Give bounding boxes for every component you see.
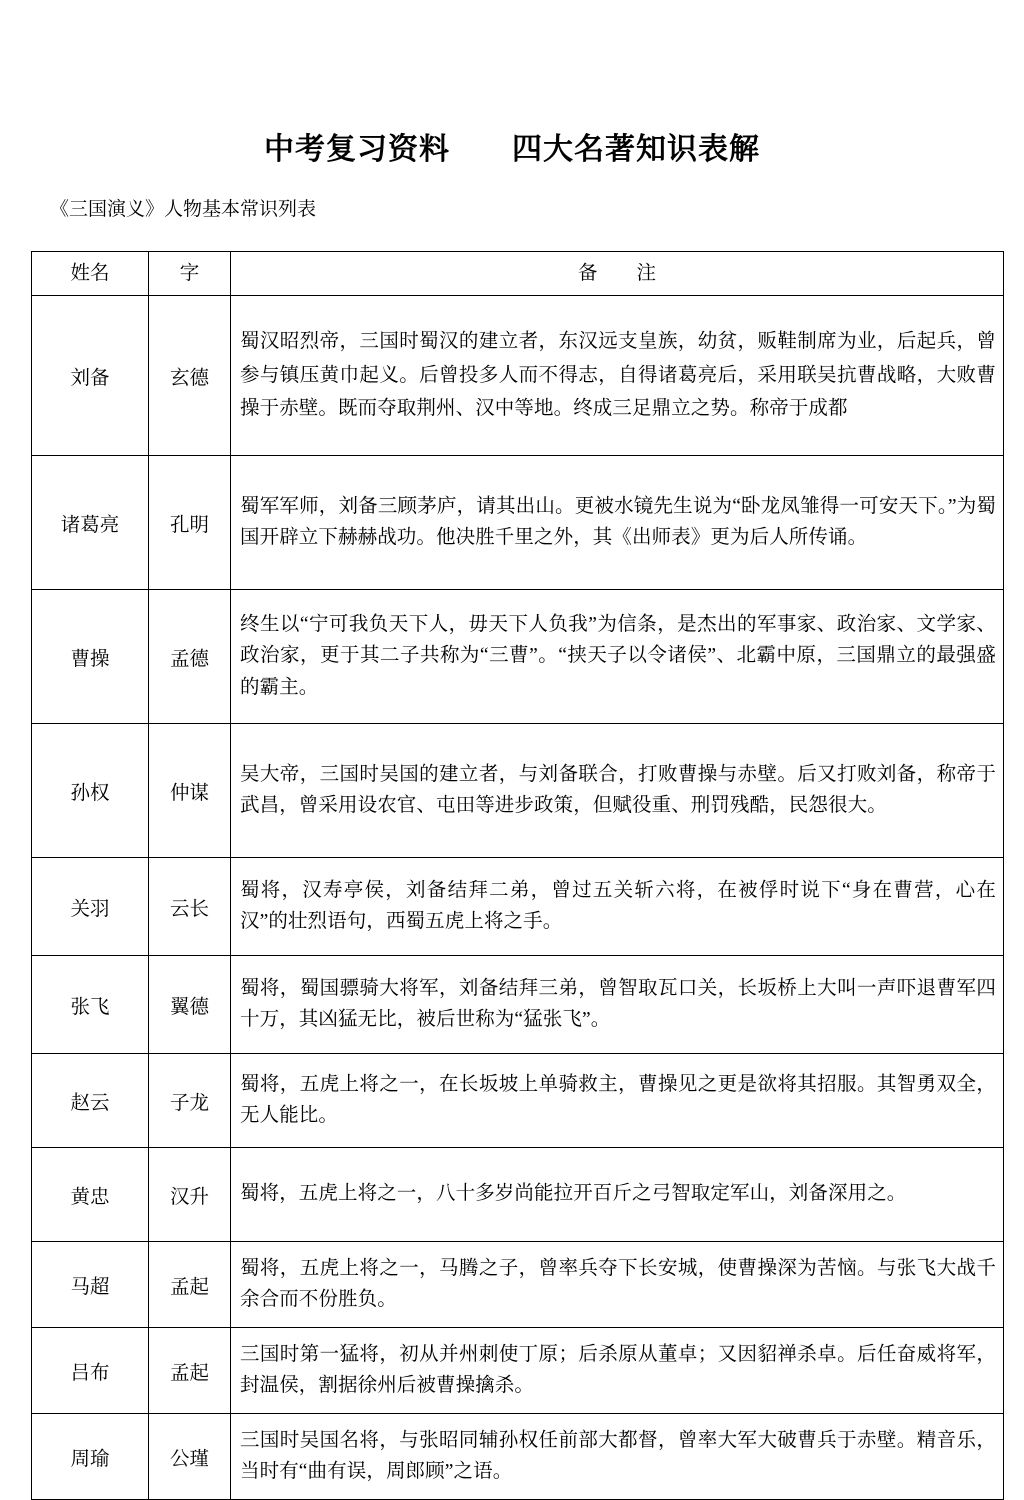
table-row bbox=[32, 1414, 1004, 1500]
table-header-row bbox=[32, 252, 1004, 296]
column-header-note: 备 注 bbox=[231, 252, 1004, 296]
cell-zi: 公瑾 bbox=[149, 1414, 231, 1500]
table-row bbox=[32, 1148, 1004, 1242]
column-header-zi: 字 bbox=[149, 252, 231, 296]
table-row bbox=[32, 456, 1004, 590]
cell-name: 曹操 bbox=[32, 590, 149, 724]
table-row bbox=[32, 858, 1004, 956]
cell-zi: 孟起 bbox=[149, 1242, 231, 1328]
column-header-name: 姓名 bbox=[32, 252, 149, 296]
cell-name: 周瑜 bbox=[32, 1414, 149, 1500]
cell-note: 三国时吴国名将，与张昭同辅孙权任前部大都督，曾率大军大破曹兵于赤壁。精音乐，当时有“曲有误，周郎顾”之语。 bbox=[231, 1414, 1004, 1500]
cell-name: 关羽 bbox=[32, 858, 149, 956]
cell-note: 蜀汉昭烈帝，三国时蜀汉的建立者，东汉远支皇族，幼贫，贩鞋制席为业，后起兵，曾参与镇压黄巾起义。后曾投多人而不得志，自得诸葛亮后，采用联吴抗曹战略，大败曹操于赤壁。既而夺取荆州、汉中等地。终成三足鼎立之势。称帝于成都 bbox=[231, 296, 1004, 456]
cell-name: 马超 bbox=[32, 1242, 149, 1328]
table-row bbox=[32, 1242, 1004, 1328]
table-row bbox=[32, 296, 1004, 456]
character-knowledge-table bbox=[31, 251, 1004, 1500]
cell-name: 孙权 bbox=[32, 724, 149, 858]
cell-name: 刘备 bbox=[32, 296, 149, 456]
cell-zi: 子龙 bbox=[149, 1054, 231, 1148]
table-row bbox=[32, 590, 1004, 724]
table-container bbox=[0, 222, 1024, 1500]
cell-zi: 仲谋 bbox=[149, 724, 231, 858]
cell-note: 蜀军军师，刘备三顾茅庐，请其出山。更被水镜先生说为“卧龙凤雏得一可安天下。”为蜀国开辟立下赫赫战功。他决胜千里之外，其《出师表》更为后人所传诵。 bbox=[231, 456, 1004, 590]
cell-note: 蜀将，蜀国骠骑大将军，刘备结拜三弟，曾智取瓦口关，长坂桥上大叫一声吓退曹军四十万，其凶猛无比，被后世称为“猛张飞”。 bbox=[231, 956, 1004, 1054]
cell-note: 蜀将，五虎上将之一，马腾之子，曾率兵夺下长安城，使曹操深为苦恼。与张飞大战千余合而不份胜负。 bbox=[231, 1242, 1004, 1328]
cell-note: 蜀将，五虎上将之一，在长坂坡上单骑救主，曹操见之更是欲将其招服。其智勇双全，无人能比。 bbox=[231, 1054, 1004, 1148]
table-row bbox=[32, 1054, 1004, 1148]
cell-zi: 孟起 bbox=[149, 1328, 231, 1414]
page-title: 中考复习资料 四大名著知识表解 bbox=[264, 133, 760, 166]
cell-note: 蜀将，五虎上将之一，八十多岁尚能拉开百斤之弓智取定军山，刘备深用之。 bbox=[231, 1148, 1004, 1242]
table-row bbox=[32, 1328, 1004, 1414]
cell-zi: 孟德 bbox=[149, 590, 231, 724]
cell-name: 赵云 bbox=[32, 1054, 149, 1148]
cell-note: 蜀将，汉寿亭侯，刘备结拜二弟，曾过五关斩六将，在被俘时说下“身在曹营，心在汉”的壮烈语句，西蜀五虎上将之手。 bbox=[231, 858, 1004, 956]
cell-name: 张飞 bbox=[32, 956, 149, 1054]
table-body bbox=[32, 296, 1004, 1500]
cell-zi: 云长 bbox=[149, 858, 231, 956]
table-row bbox=[32, 724, 1004, 858]
cell-note: 终生以“宁可我负天下人，毋天下人负我”为信条，是杰出的军事家、政治家、文学家、政治家，更于其二子共称为“三曹”。“挟天子以令诸侯”、北霸中原，三国鼎立的最强盛的霸主。 bbox=[231, 590, 1004, 724]
table-header bbox=[32, 252, 1004, 296]
cell-name: 黄忠 bbox=[32, 1148, 149, 1242]
cell-zi: 翼德 bbox=[149, 956, 231, 1054]
cell-zi: 孔明 bbox=[149, 456, 231, 590]
cell-note: 吴大帝，三国时吴国的建立者，与刘备联合，打败曹操与赤壁。后又打败刘备，称帝于武昌，曾采用设农官、屯田等进步政策，但赋役重、刑罚残酷，民怨很大。 bbox=[231, 724, 1004, 858]
cell-zi: 玄德 bbox=[149, 296, 231, 456]
cell-note: 三国时第一猛将，初从并州刺使丁原；后杀原从董卓；又因貂禅杀卓。后任奋威将军，封温侯，割据徐州后被曹操擒杀。 bbox=[231, 1328, 1004, 1414]
page-subtitle: 《三国演义》人物基本常识列表 bbox=[50, 198, 317, 220]
cell-name: 诸葛亮 bbox=[32, 456, 149, 590]
cell-name: 吕布 bbox=[32, 1328, 149, 1414]
table-row bbox=[32, 956, 1004, 1054]
cell-zi: 汉升 bbox=[149, 1148, 231, 1242]
